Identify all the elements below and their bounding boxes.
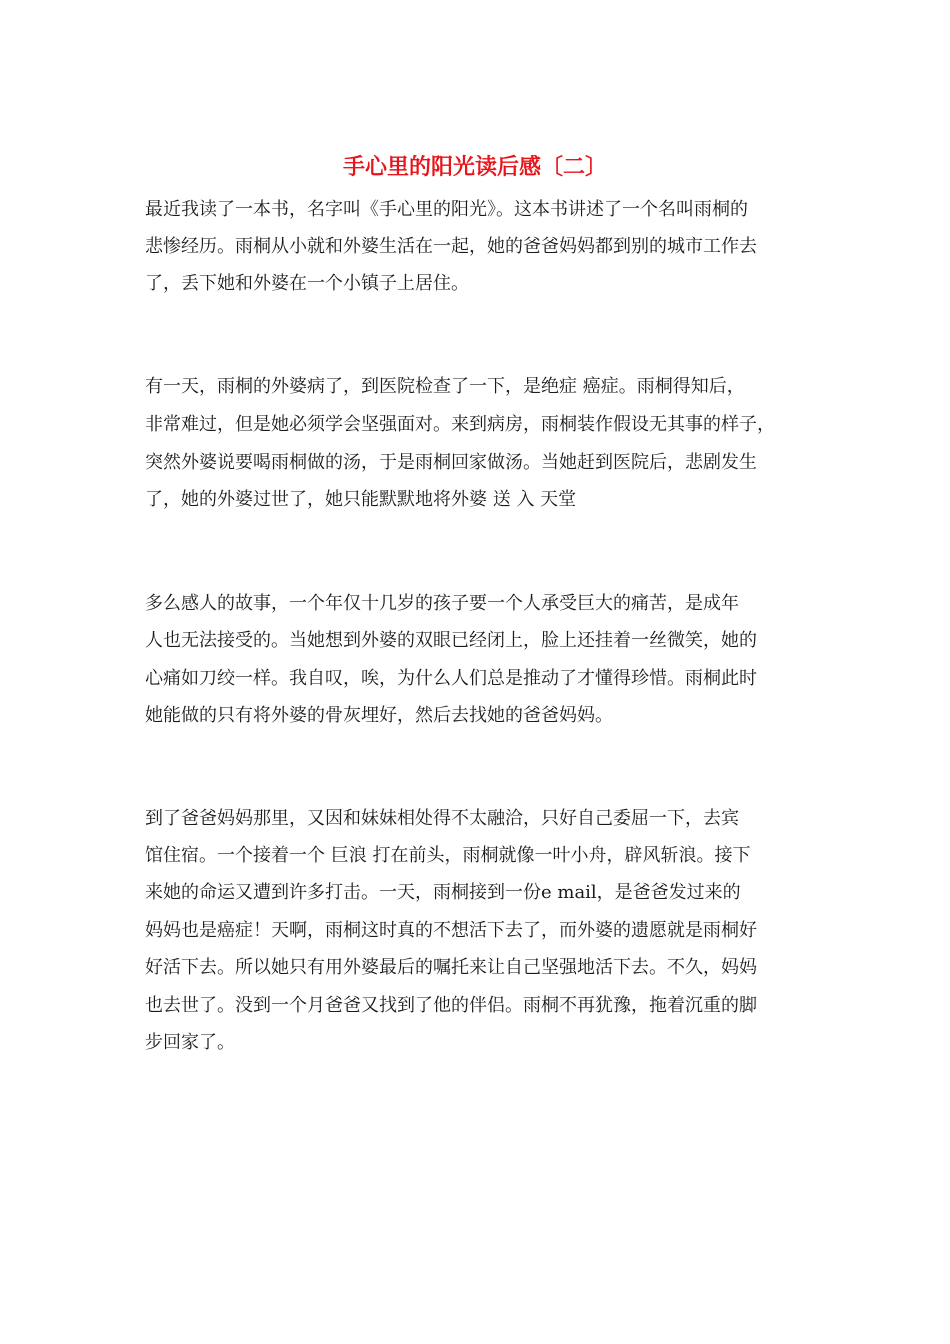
paragraph-2-line-3: 突然外婆说要喝雨桐做的汤，于是雨桐回家做汤。当她赶到医院后，悲剧发生: [145, 452, 757, 473]
paragraph-2-line-2: 非常难过，但是她必须学会坚强面对。来到病房，雨桐装作假设无其事的样子，: [145, 414, 775, 435]
paragraph-4-line-7: 步回家了。: [145, 1032, 235, 1053]
paragraph-4-line-3: 来她的命运又遭到许多打击。一天，雨桐接到一份e mail，是爸爸发过来的: [145, 882, 741, 903]
paragraph-1-line-1: 最近我读了一本书，名字叫《手心里的阳光》。这本书讲述了一个名叫雨桐的: [145, 199, 748, 220]
paragraph-4-line-1: 到了爸爸妈妈那里，又因和妹妹相处得不太融洽，只好自己委屈一下，去宾: [145, 808, 739, 829]
paragraph-1-line-2: 悲惨经历。雨桐从小就和外婆生活在一起，她的爸爸妈妈都到别的城市工作去: [145, 236, 757, 257]
paragraph-4-line-6: 也去世了。没到一个月爸爸又找到了他的伴侣。雨桐不再犹豫，拖着沉重的脚: [145, 995, 757, 1016]
paragraph-1-line-3: 了，丢下她和外婆在一个小镇子上居住。: [145, 273, 469, 294]
paragraph-2-line-4: 了，她的外婆过世了，她只能默默地将外婆 送 入 天堂: [145, 489, 577, 510]
paragraph-3-line-1: 多么感人的故事，一个年仅十几岁的孩子要一个人承受巨大的痛苦，是成年: [145, 593, 739, 614]
paragraph-3-line-4: 她能做的只有将外婆的骨灰埋好，然后去找她的爸爸妈妈。: [145, 705, 613, 726]
paragraph-3-line-3: 心痛如刀绞一样。我自叹，唉，为什么人们总是推动了才懂得珍惜。雨桐此时: [145, 668, 757, 689]
paragraph-4-line-4: 妈妈也是癌症！天啊，雨桐这时真的不想活下去了，而外婆的遗愿就是雨桐好: [145, 920, 757, 941]
document-title: 手心里的阳光读后感〔二〕: [342, 154, 607, 180]
paragraph-4-line-2: 馆住宿。一个接着一个 巨浪 打在前头，雨桐就像一叶小舟，辟风斩浪。接下: [145, 845, 751, 866]
paragraph-4-line-5: 好活下去。所以她只有用外婆最后的嘱托来让自己坚强地活下去。不久，妈妈: [145, 957, 757, 978]
paragraph-3-line-2: 人也无法接受的。当她想到外婆的双眼已经闭上，脸上还挂着一丝微笑，她的: [145, 630, 757, 651]
paragraph-2-line-1: 有一天，雨桐的外婆病了，到医院检查了一下，是绝症 癌症。雨桐得知后，: [145, 376, 745, 397]
